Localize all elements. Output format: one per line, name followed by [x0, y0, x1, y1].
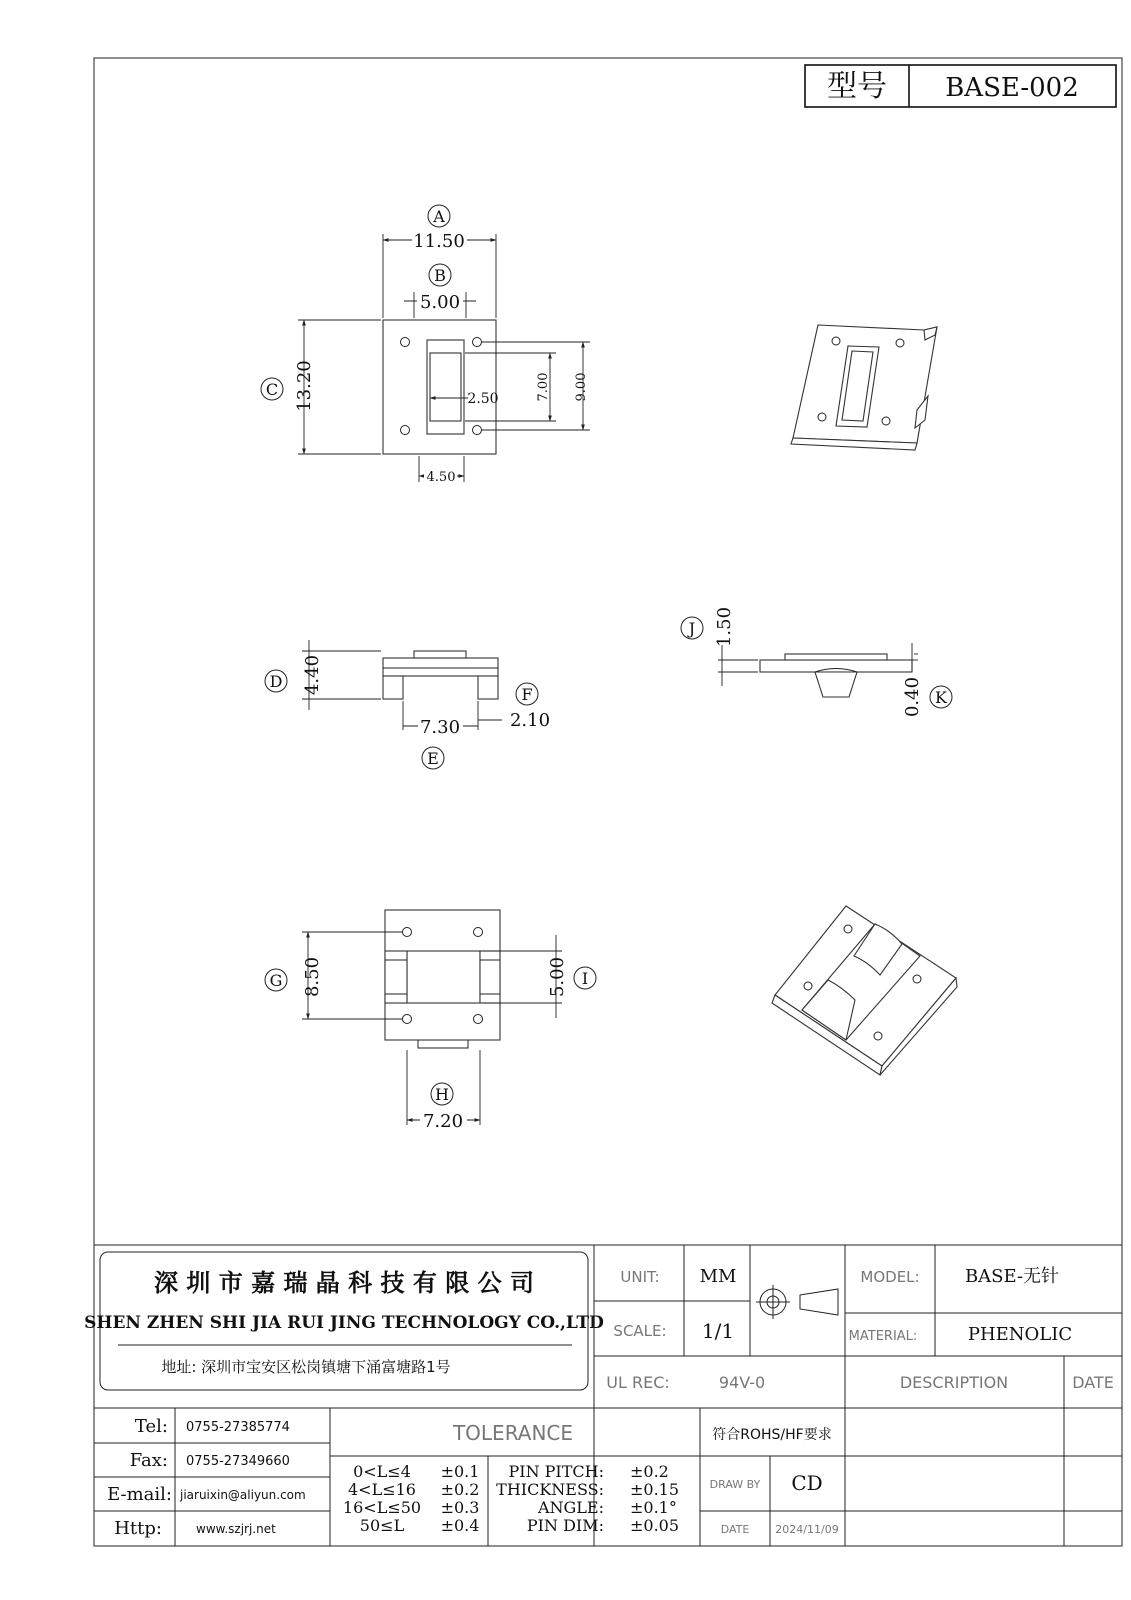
model-box	[805, 65, 1116, 107]
company-name-cn: 深 圳 市 嘉 瑞 晶 科 技 有 限 公 司	[154, 1269, 534, 1297]
tolerance-value: ±0.3	[440, 1498, 480, 1517]
tolerance-other-label: PIN PITCH:	[508, 1462, 604, 1481]
dim-D: 4.40	[302, 654, 323, 696]
ul-label: UL REC:	[606, 1373, 670, 1392]
tolerance-value: ±0.4	[440, 1516, 480, 1535]
tolerance-other-value: ±0.05	[630, 1516, 680, 1535]
http-label: Http:	[114, 1518, 162, 1539]
model-value: BASE-002	[945, 73, 1079, 103]
compliance-note: 符合ROHS/HF要求	[712, 1427, 832, 1443]
approval-date-label: DATE	[720, 1523, 750, 1536]
dim-J: 1.50	[714, 606, 735, 648]
dim-K: 0.40	[902, 676, 923, 718]
isometric-view-bottom	[772, 906, 957, 1075]
model-spec-label: MODEL:	[860, 1268, 920, 1286]
tolerance-other-value: ±0.15	[630, 1480, 680, 1499]
dim-hole-pitch-x: 4.50	[426, 470, 456, 485]
scale-label: SCALE:	[613, 1322, 667, 1340]
title-block	[84, 1245, 1122, 1546]
dim-C: 13.20	[294, 360, 315, 412]
callout-D: D	[269, 672, 283, 691]
http-value: www.szjrj.net	[196, 1522, 276, 1536]
dim-B: 5.00	[419, 292, 461, 313]
unit-label: UNIT:	[620, 1268, 660, 1286]
ul-value: 94V-0	[718, 1373, 766, 1392]
tolerance-other-value: ±0.1°	[630, 1498, 677, 1517]
scale-value: 1/1	[701, 1319, 735, 1343]
material-label: MATERIAL:	[848, 1329, 918, 1344]
dim-inner-height: 7.00	[536, 372, 551, 402]
front-view	[265, 640, 550, 769]
top-view	[261, 205, 590, 485]
callout-H: H	[435, 1085, 449, 1104]
isometric-view-top	[791, 325, 937, 450]
tel-label: Tel:	[134, 1416, 168, 1437]
tolerance-range: 4<L≤16	[348, 1480, 416, 1499]
tolerance-value: ±0.2	[440, 1480, 480, 1499]
company-address: 地址: 深圳市宝安区松岗镇塘下涌富塘路1号	[161, 1358, 451, 1376]
tolerance-other-value: ±0.2	[630, 1462, 669, 1481]
callout-G: G	[269, 971, 283, 990]
tolerance-value: ±0.1	[440, 1462, 480, 1481]
model-spec-value: BASE-无针	[964, 1266, 1060, 1287]
email-value: jiaruixin@aliyun.com	[180, 1488, 306, 1502]
callout-K: K	[935, 688, 947, 707]
material-value: PHENOLIC	[967, 1324, 1073, 1345]
callout-C: C	[265, 380, 279, 399]
description-label: DESCRIPTION	[899, 1373, 1009, 1392]
tolerance-other-label: ANGLE:	[537, 1498, 604, 1517]
tolerance-range: 16<L≤50	[342, 1498, 422, 1517]
unit-value: MM	[699, 1266, 737, 1287]
callout-B: B	[434, 266, 446, 285]
drawn-by-value: CD	[791, 1471, 823, 1495]
dim-F: 2.10	[509, 710, 551, 731]
model-label: 型号	[827, 69, 887, 104]
dim-A: 11.50	[413, 231, 465, 252]
projection-symbol	[756, 1285, 838, 1319]
callout-F: F	[521, 685, 533, 704]
date-column-label: DATE	[1072, 1373, 1114, 1392]
dim-I: 5.00	[547, 956, 568, 998]
fax-value: 0755-27349660	[186, 1454, 290, 1469]
dim-window-width: 2.50	[467, 391, 499, 407]
dim-H: 7.20	[422, 1111, 464, 1132]
company-name-en: SHEN ZHEN SHI JIA RUI JING TECHNOLOGY CO.,LTD	[84, 1313, 604, 1333]
callout-J: J	[688, 619, 696, 638]
tolerance-title: TOLERANCE	[452, 1421, 574, 1445]
dim-E: 7.30	[419, 717, 461, 738]
callout-E: E	[427, 749, 439, 768]
bottom-view	[265, 910, 596, 1132]
dim-outer-height: 9.00	[574, 372, 589, 402]
tel-value: 0755-27385774	[186, 1420, 290, 1435]
side-view	[681, 607, 952, 717]
tolerance-range: 50≤L	[359, 1516, 405, 1535]
approval-date-value: 2024/11/09	[775, 1523, 839, 1536]
email-label: E-mail:	[107, 1484, 172, 1505]
drawn-by-label: DRAW BY	[709, 1478, 761, 1491]
tolerance-other-label: PIN DIM:	[526, 1516, 604, 1535]
callout-I: I	[581, 969, 589, 988]
fax-label: Fax:	[129, 1450, 168, 1471]
tolerance-range: 0<L≤4	[353, 1462, 411, 1481]
dim-G: 8.50	[302, 956, 323, 998]
callout-A: A	[433, 207, 445, 226]
tolerance-other-label: THICKNESS:	[496, 1480, 604, 1499]
